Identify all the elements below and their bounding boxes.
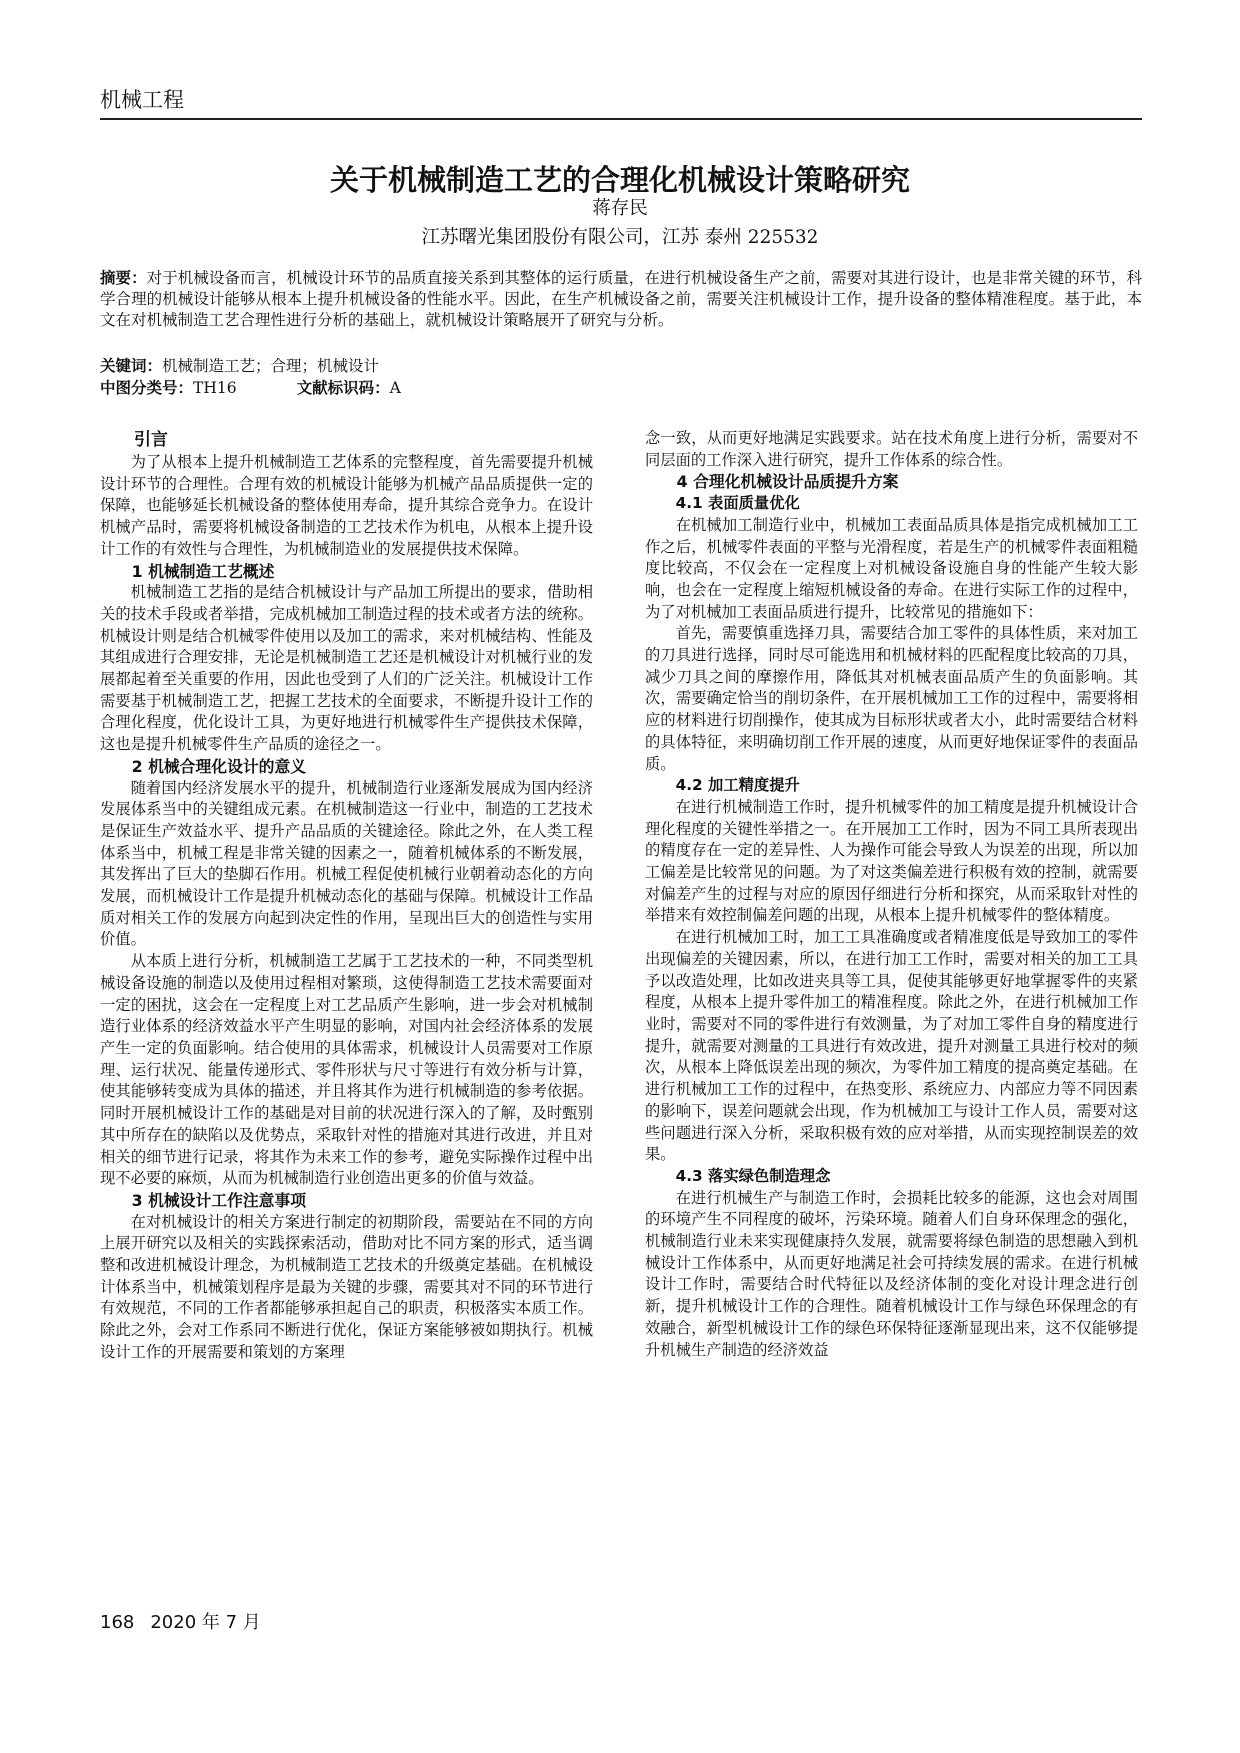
classification [100,378,1142,399]
doc-code-label: 文献标识码： [296,379,390,397]
paragraph: 在机械加工制造行业中，机械加工表面品质具体是指完成机械加工工作之后，机械零件表面的平整与光滑程度，若是生产的机械零件表面粗糙度比较高，不仅会在一定程度上对机械设备设施自身的性能产生较大影响，也会在一定程度上缩短机械设备的寿命。在进行实际工作的过程中，为了对机械加工表面品质进行提升，比较常见的措施如下： [645,515,1138,621]
paragraph: 念一致，从而更好地满足实践要求。站在技术角度上进行分析，需要对不同层面的工作深入进行研究，提升工作体系的综合性。 [645,429,1138,469]
clc-value: TH16 [193,379,237,397]
doc-code-value: A [389,379,401,397]
paragraph: 随着国内经济发展水平的提升，机械制造行业逐渐发展成为国内经济发展体系当中的关键组成元素。在机械制造这一行业中，制造的工艺技术是保证生产效益水平、提升产品品质的关键途径。除此之外，在人类工程体系当中，机械工程是非常关键的因素之一，随着机械体系的不断发展，其发挥出了巨大的垫脚石作用。机械工程促使机械行业朝着动态化的方向发展，而机械设计工作是提升机械动态化的基础与保障。机械设计工作品质对相关工作的发展方向起到决定性的作用，呈现出巨大的创造性与实用价值。 [100,778,593,949]
paragraph: 机械制造工艺指的是结合机械设计与产品加工所提出的要求，借助相关的技术手段或者举措，完成机械加工制造过程的技术或者方法的统称。机械设计则是结合机械零件使用以及加工的需求，来对机械结构、性能及其组成进行合理安排，无论是机械制造工艺还是机械设计对机械行业的发展都起着至关重要的作用，因此也受到了人们的广泛关注。机械设计工作需要基于机械制造工艺，把握工艺技术的全面要求，不断提升设计工作的合理化程度，优化设计工具，为更好地进行机械零件生产提供技术保障，这也是提升机械零件生产品质的途径之一。 [100,583,593,754]
keywords-label: 关键词： [100,357,163,375]
section-heading: 引言 [134,430,168,450]
section-heading: 2 机械合理化设计的意义 [131,756,307,776]
abstract [100,268,1142,331]
issue-date: 2020 年 7 月 [150,1612,261,1633]
paragraph: 从本质上进行分析，机械制造工艺属于工艺技术的一种，不同类型机械设备设施的制造以及使用过程相对繁琐，这使得制造工艺技术需要面对一定的困扰，这会在一定程度上对工艺品质产生影响，进一步会对机械制造行业体系的经济效益水平产生明显的影响，对国内社会经济体系的发展产生一定的负面影响。结合使用的具体需求，机械设计人员需要对工作原理、运行状况、能量传递形式、零件形状与尺寸等进行有效分析与计算，使其能够转变成为具体的描述，并且将其作为进行机械制造的参考依据。同时开展机械设计工作的基础是对目前的状况进行深入的了解，及时甄别其中所存在的缺陷以及优势点，采取针对性的措施对其进行改进，并且对相关的细节进行记录，将其作为未来工作的参考，避免实际操作过程中出现不必要的麻烦，从而为机械制造行业创造出更多的价值与效益。 [100,952,593,1188]
keywords-text: 机械制造工艺；合理；机械设计 [162,357,380,375]
paragraph: 在进行机械制造工作时，提升机械零件的加工精度是提升机械设计合理化程度的关键性举措之一。在开展加工工作时，因为不同工具所表现出的精度存在一定的差异性、人为操作可能会导致人为误差的出现，所以加工偏差是比较常见的问题。为了对这类偏差进行积极有效的控制，就需要对偏差产生的过程与对应的原因仔细进行分析和探究，从而采取针对性的举措来有效控制偏差问题的出现，从根本上提升机械零件的整体精度。 [645,797,1138,925]
paragraph: 在进行机械生产与制造工作时，会损耗比较多的能源，这也会对周围的环境产生不同程度的破坏，污染环境。随着人们自身环保理念的强化，机械制造行业未来实现健康持久发展，就需要将绿色制造的思想融入到机械设计工作体系中，从而更好地满足社会可持续发展的需求。在进行机械设计工作时，需要结合时代特征以及经济体制的变化对设计理念进行创新，提升机械设计工作的合理性。随着机械设计工作与绿色环保理念的有效融合，新型机械设计工作的绿色环保特征逐渐显现出来，这不仅能够提升机械生产制造的经济效益 [645,1188,1138,1359]
abstract-label: 摘要： [100,269,147,287]
affiliation: 江苏曙光集团股份有限公司，江苏 泰州 225532 [421,227,819,248]
running-head: 机械工程 [100,88,184,112]
keywords [100,356,1142,377]
paragraph: 在对机械设计的相关方案进行制定的初期阶段，需要站在不同的方向上展开研究以及相关的实践探索活动，借助对比不同方案的形式，适当调整和改进机械设计理念，为机械制造工艺技术的升级奠定基础。在机械设计体系当中，机械策划程序是最为关键的步骤，需要其对不同的环节进行有效规范，不同的工作者都能够承担起自己的职责，积极落实本质工作。除此之外，会对工作系同不断进行优化，保证方案能够被如期执行。机械设计工作的开展需要和策划的方案理 [100,1212,593,1361]
paragraph: 首先，需要慎重选择刀具，需要结合加工零件的具体性质，来对加工的刀具进行选择，同时尽可能选用和机械材料的匹配程度比较高的刀具，减少刀具之间的摩擦作用，降低其对机械表面品质产生的负面影响。其次，需要确定恰当的削切条件，在开展机械加工工作的过程中，需要将相应的材料进行切削操作，使其成为目标形状或者大小，此时需要结合材料的具体特征，来明确切削工作开展的速度，从而更好地保证零件的表面品质。 [645,624,1138,773]
abstract-text: 对于机械设备而言，机械设计环节的品质直接关系到其整体的运行质量，在进行机械设备生产之前，需要对其进行设计，也是非常关键的环节，科学合理的机械设计能够从根本上提升机械设备的性能水平。因此，在生产机械设备之前，需要关注机械设计工作，提升设备的整体精准程度。基于此，本文在对机械制造工艺合理性进行分析的基础上，就机械设计策略展开了研究与分析。 [100,269,1142,329]
clc-label: 中图分类号： [100,379,194,397]
paragraph: 在进行机械加工时，加工工具准确度或者精准度低是导致加工的零件出现偏差的关键因素，所以，在进行加工工作时，需要对相关的加工工具予以改造处理，比如改进夹具等工具，促使其能够更好地掌握零件的夹紧程度，从根本上提升零件加工的精准程度。除此之外，在进行机械加工作业时，需要对不同的零件进行有效测量，为了对加工零件自身的精度进行提升，就需要对测量的工具进行有效改进，提升对测量工具进行校对的频次，从根本上降低误差出现的频次，为零件加工精度的提高奠定基础。在进行机械加工工作的过程中，在热变形、系统应力、内部应力等不同因素的影响下，误差问题就会出现，作为机械加工与设计工作人员，需要对这些问题进行深入分析，采取积极有效的应对举措，从而实现控制误差的效果。 [645,928,1138,1164]
right-column [645,428,1138,1361]
paragraph: 为了从根本上提升机械制造工艺体系的完整程度，首先需要提升机械设计环节的合理性。合理有效的机械设计能够为机械产品品质提供一定的保障，也能够延长机械设备的整体使用寿命，提升其综合竞争力。在设计机械产品时，需要将机械设备制造的工艺技术作为机电，从根本上提升设计工作的有效性与合理性，为机械制造业的发展提供技术保障。 [100,453,593,558]
subsection-heading: 4.3 落实绿色制造理念 [675,1166,831,1185]
left-column [100,428,593,1364]
header-rule [100,118,1142,120]
section-heading: 1 机械制造工艺概述 [131,561,275,581]
section-heading: 4 合理化机械设计品质提升方案 [676,472,899,492]
page-footer [100,1608,277,1634]
author: 蒋存民 [592,198,648,219]
section-heading: 3 机械设计工作注意事项 [131,1190,307,1210]
subsection-heading: 4.1 表面质量优化 [675,494,800,513]
page-number: 168 [100,1612,135,1633]
paper-title: 关于机械制造工艺的合理化机械设计策略研究 [329,163,910,197]
subsection-heading: 4.2 加工精度提升 [675,776,800,795]
